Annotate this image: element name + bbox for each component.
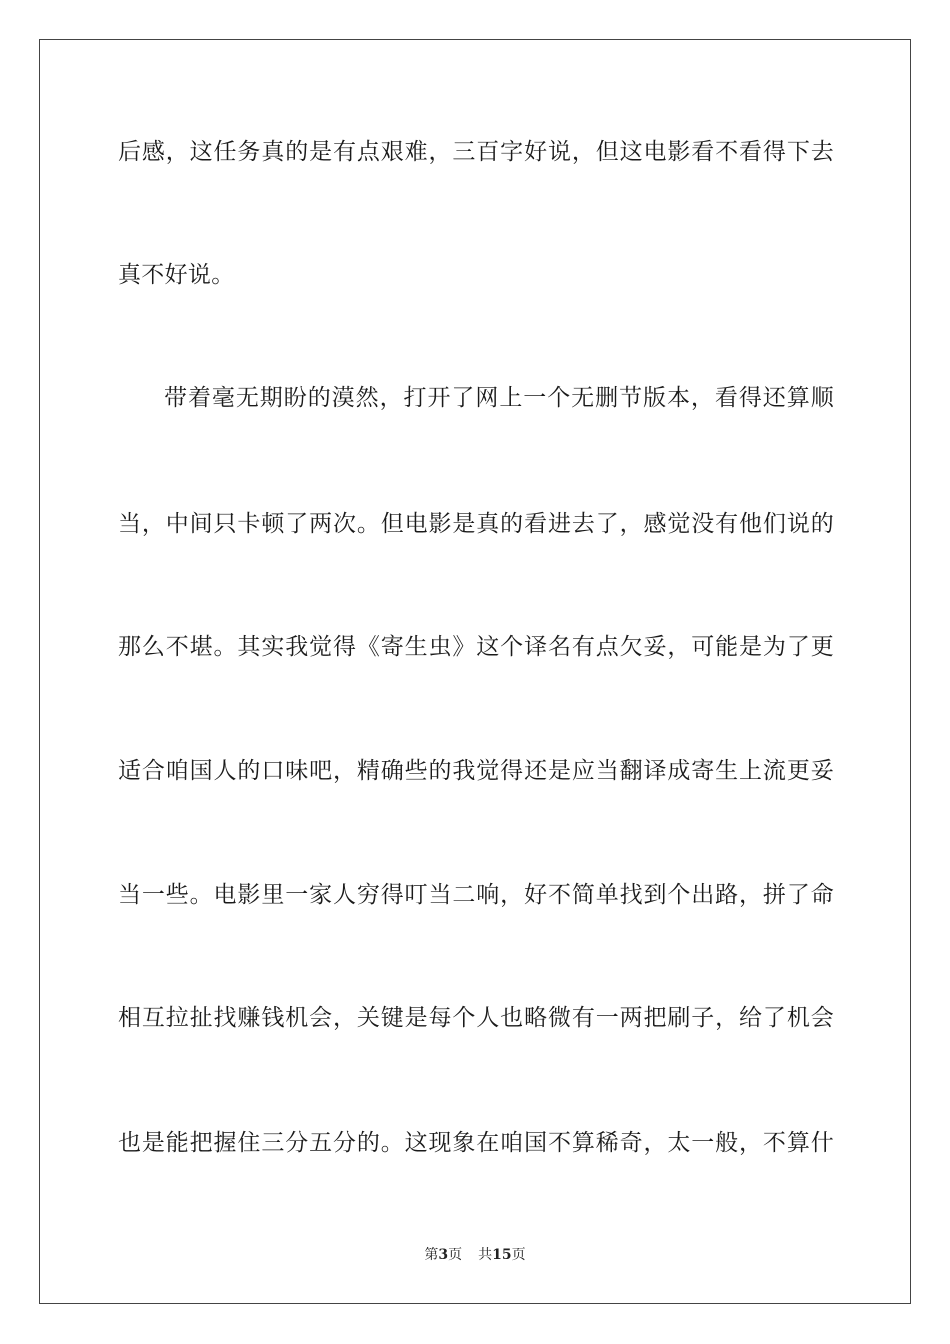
page-suffix: 页: [448, 1247, 463, 1263]
page-border: [39, 39, 911, 1304]
text-line-1: 后感，这任务真的是有点艰难，三百字好说，但这电影看不看得下去: [118, 139, 834, 165]
text-line-6: 适合咱国人的口味吧，精确些的我觉得还是应当翻译成寄生上流更妥: [118, 758, 834, 784]
page-number: 3: [438, 1247, 449, 1263]
text-line-8: 相互拉扯找赚钱机会，关键是每个人也略微有一两把刷子，给了机会: [118, 1005, 834, 1031]
text-line-9: 也是能把握住三分五分的。这现象在咱国不算稀奇，太一般，不算什: [118, 1130, 834, 1156]
total-prefix: 共: [478, 1247, 493, 1263]
text-line-7: 当一些。电影里一家人穷得叮当二响，好不简单找到个出路，拼了命: [118, 882, 834, 908]
text-line-3: 带着毫无期盼的漠然，打开了网上一个无删节版本，看得还算顺: [164, 385, 834, 411]
text-line-2: 真不好说。: [118, 262, 235, 288]
page-prefix: 第: [424, 1247, 439, 1263]
total-suffix: 页: [511, 1247, 526, 1263]
page-footer: [0, 1246, 950, 1264]
text-line-4: 当，中间只卡顿了两次。但电影是真的看进去了，感觉没有他们说的: [118, 511, 834, 537]
text-line-5: 那么不堪。其实我觉得《寄生虫》这个译名有点欠妥，可能是为了更: [118, 634, 834, 660]
total-pages: 15: [492, 1247, 512, 1263]
